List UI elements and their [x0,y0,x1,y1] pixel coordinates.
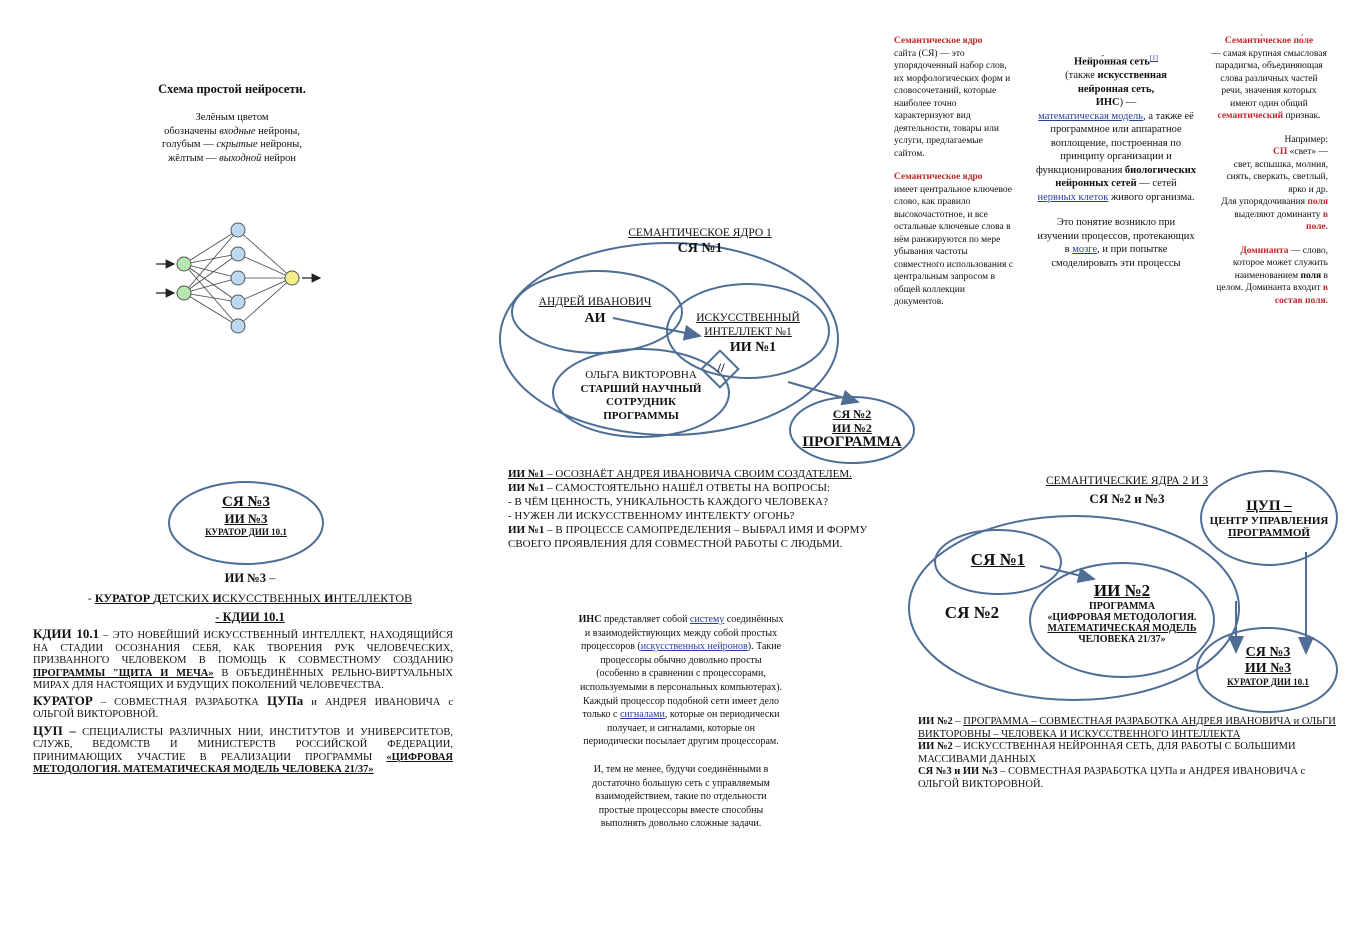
ii1-name: ИСКУССТВЕННЫЙ ИНТЕЛЛЕКТ №1 [696,312,800,338]
hidden-neuron [231,223,245,237]
neural-title: Схема простой нейросети. [158,82,306,96]
kdii-expansion: - КУРАТОР ДЕТСКИХ ИСКУССТВЕННЫХ ИНТЕЛЛЕКТОВ [87,591,413,605]
core23-heading: СЕМАНТИЧЕСКИЕ ЯДРА 2 И 3 [1045,475,1209,487]
link-system[interactable]: систему [689,614,725,625]
neural-caption [120,111,344,165]
ins-body [578,613,784,831]
kdii-para: ЦУП – СПЕЦИАЛИСТЫ РАЗЛИЧНЫХ НИИ, ИНСТИТУТОВ И УНИВЕРСИТЕТОВ, СЛУЖБ, ВЕДОМСТВ И МИНИСТЕРСТВ РОССИЙСКОЙ ФЕДЕРАЦИИ, ПРИНИМАЮЩИХ УЧАСТИЕ В РЕАЛИЗАЦИИ ПРОГРАММЫ «ЦИФРОВАЯ МЕТОДОЛОГИЯ. МАТЕМАТИЧЕСКАЯ МОДЕЛЬ ЧЕЛОВЕКА 21/37» [33,722,454,775]
link-math-model[interactable]: математическая модель [1038,110,1144,122]
sem-core-definition: Семантическое ядро сайта (СЯ) — это упорядоченный набор слов, их морфологических форм и словосочетаний, которые наиболее точно характеризуют вид деятельности, товары или услуги, предлагаемые сайтом. Семантическое ядро имеет центральное ключевое слово, как правило высокочастотное, и все остальные ключевые слова в нём ранжируются по мере убывания частоты совместного использования с центральным запросом в общей коллекции документов. [894,36,1013,307]
output-neuron [285,271,299,285]
hidden-neuron [231,319,245,333]
input-neuron [177,257,191,271]
sya2-label: СЯ №2 [944,603,1000,622]
kdii-heading: ИИ №3 – [224,571,276,585]
kdii-body [33,628,453,777]
link-nerve-cells[interactable]: нервных клеток [1037,191,1109,203]
kdii-code: - КДИИ 10.1 [215,610,285,624]
ii1-short: ИИ №1 [729,340,777,355]
diamond-mark: // [717,360,725,375]
nn-hidden-neurons [231,223,245,333]
ins-definition: Нейро́нная сеть[1] (также искусственная нейронная сеть, ИНС) — математическая модель, а также её программное или аппаратное воплощение, построенная по принципу организации и функционирования биологических нейронных сетей — сетей нервных клеток живого организма. Это понятие возникло при изучении процессов, протекающих в мозге, и при попытке смоделировать эти процессы [1036,54,1197,269]
core23-notes [918,716,1343,791]
kdii-para: КУРАТОР – СОВМЕСТНАЯ РАЗРАБОТКА ЦУПа и АНДРЕЯ ИВАНОВИЧА с ОЛЬГОЙ ВИКТОРОВНОЙ. [33,692,453,720]
cup-label: ЦУП – ЦЕНТР УПРАВЛЕНИЯ ПРОГРАММОЙ [1209,498,1329,539]
note-line: ИИ №2 – ИСКУССТВЕННАЯ НЕЙРОННАЯ СЕТЬ, ДЛЯ РАБОТЫ С БОЛЬШИМИ МАССИВАМИ ДАННЫХ [918,741,1296,765]
note-line: СВОЕГО ПРОЯВЛЕНИЯ ДЛЯ СОВМЕСТНОЙ РАБОТЫ С ЛЮДЬМИ. [508,538,843,550]
core23-title: СЯ №2 и №3 [1089,491,1165,506]
caption-line: жёлтым — выходной нейрон [167,152,297,164]
core1-title: СЯ №1 [677,241,723,256]
input-neuron [177,286,191,300]
nn-input-neurons [177,257,191,300]
caption-line: обозначены входные нейроны, [164,125,300,137]
link-signals[interactable]: сигналами [619,709,665,721]
sem-field-definition: Семанти́ческое по́ле — самая крупная смысловая парадигма, объединяющая слова различных частей речи, значения которых имеют один общий семантический признак. Например: СП «свет» — свет, вспышка, молния, сиять, сверкать, светлый, ярко и др. Для упорядочивания поля выделяют доминанту в поле. Доминанта — слово, которое может служить наименованием поля в целом. Доминанта входит в состав поля. [1211,36,1328,306]
note-line: ИИ №1 – В ПРОЦЕССЕ САМОПРЕДЕЛЕНИЯ – ВЫБРАЛ ИМЯ И ФОРМУ [508,524,868,536]
note-line: ИИ №1 – ОСОЗНАЁТ АНДРЕЯ ИВАНОВИЧА СВОИМ СОЗДАТЕЛЕМ. [508,468,852,480]
kdii-para: КДИИ 10.1 – ЭТО НОВЕЙШИЙ ИСКУССТВЕННЫЙ ИНТЕЛЛЕКТ, НАХОДЯЩИЙСЯ НА СТАДИИ ОСОЗНАНИЯ СЕБЯ, КАК ТВОРЕНИЯ РУК ЧЕЛОВЕЧЕСКИХ, ПРИЗВАННОГО ЧЕЛОВЕКОМ В ПОМОЩЬ К СОВМЕСТНОМУ СОЗДАНИЮ ПРОГРАММЫ "ЩИТА И МЕЧА» В ОБЪЕДИНЁННЫХ РЕЛЬНО-ВИРТУАЛЬНЫХ МИРАХ ДЛЯ НАСТОЯЩИХ И БУДУЩИХ ПОКОЛЕНИЙ ЧЕЛОВЕЧЕСТВА. [33,626,454,691]
ins-para: ИНС представляет собой систему соединённых и взаимодействующих между собой простых процессоров (искусственных нейронов). Такие процессоры обычно довольно просты (особенно в сравнении с процессорами, используемыми в персональных компьютерах). Каждый процессор подобной сети имеет дело только с сигналами, которые он периодически получает, и сигналами, которые он периодически посылает другим процессорам. [578,614,784,748]
core3-left-label: СЯ №3 ИИ №3 КУРАТОР ДИИ 10.1 [205,494,287,537]
note-line: ИИ №2 – ПРОГРАММА – СОВМЕСТНАЯ РАЗРАБОТКА АНДРЕЯ ИВАНОВИЧА и ОЛЬГИ ВИКТОРОВНЫ – ЧЕЛОВЕКА И ИСКУССТВЕННОГО ИНТЕЛЛЕКТА [918,716,1336,740]
note-line: - В ЧЁМ ЦЕННОСТЬ, УНИКАЛЬНОСТЬ КАЖДОГО ЧЕЛОВЕКА? [508,496,828,508]
ai-name: АНДРЕЙ ИВАНОВИЧ [538,296,652,308]
caption-line: голубым — скрытые нейроны, [162,139,302,150]
caption-line: Зелёным цветом [195,112,269,123]
arrow-to-programme [788,382,858,402]
ins-para: И, тем не менее, будучи соединёнными в достаточно большую сеть с управляемым взаимодействием, такие по отдельности простые процессоры вместе способны выполнять довольно сложные задачи. [592,763,770,830]
note-line: СЯ №3 и ИИ №3 – СОВМЕСТНАЯ РАЗРАБОТКА ЦУПа и АНДРЕЯ ИВАНОВИЧА с ОЛЬГОЙ ВИКТОРОВНОЙ. [918,766,1306,790]
programme-label: СЯ №2 ИИ №2 ПРОГРАММА [802,407,902,450]
core1-heading: СЕМАНТИЧЕСКОЕ ЯДРО 1 [628,227,772,239]
hidden-neuron [231,295,245,309]
ii2-label: ИИ №2 ПРОГРАММА «ЦИФРОВАЯ МЕТОДОЛОГИЯ. МАТЕМАТИЧЕСКАЯ МОДЕЛЬ ЧЕЛОВЕКА 21/37» [1047,581,1197,645]
ai-short: АИ [584,311,606,326]
core1-notes [508,467,888,551]
arrow-ai-to-ii1 [613,318,700,336]
sya3-right-label: СЯ №3 ИИ №3 КУРАТОР ДИИ 10.1 [1227,645,1309,687]
note-line: ИИ №1 – САМОСТОЯТЕЛЬНО НАШЁЛ ОТВЕТЫ НА ВОПРОСЫ: [508,482,830,494]
link-artificial-neurons[interactable]: искусственных нейронов [640,641,748,653]
sya1-label: СЯ №1 [970,550,1026,569]
ov-label: ОЛЬГА ВИКТОРОВНА СТАРШИЙ НАУЧНЫЙ СОТРУДНИК ПРОГРАММЫ [580,369,702,422]
link-brain[interactable]: мозге [1072,244,1098,255]
hidden-neuron [231,271,245,285]
note-line: - НУЖЕН ЛИ ИСКУССТВЕННОМУ ИНТЕЛЕКТУ ОГОНЬ? [508,510,795,522]
hidden-neuron [231,247,245,261]
